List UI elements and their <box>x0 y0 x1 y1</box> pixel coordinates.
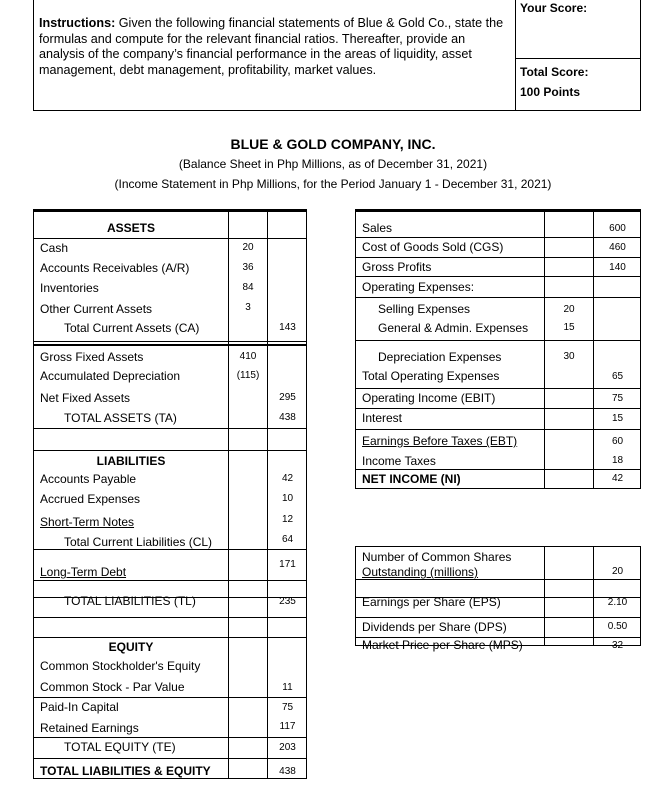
common-stockholders-equity-label: Common Stockholder's Equity <box>40 659 201 673</box>
your-score-label: Your Score: <box>520 1 588 15</box>
gross-fixed-assets-label: Gross Fixed Assets <box>40 350 144 364</box>
paid-in-capital-value: 75 <box>281 702 294 713</box>
selling-expenses-value: 20 <box>563 304 575 315</box>
accounts-payable-value: 42 <box>281 473 294 484</box>
accrued-expenses-label: Accrued Expenses <box>40 492 141 506</box>
shares-outstanding-value: 20 <box>611 566 624 577</box>
gross-profits-value: 140 <box>609 262 626 273</box>
shares-outstanding-label-line2: Outstanding (millions) <box>362 565 479 579</box>
ebt-value: 60 <box>611 436 624 447</box>
instructions-label: Instructions: <box>39 16 116 30</box>
long-term-debt-value: 171 <box>279 559 296 570</box>
total-score-label: Total Score: <box>520 65 589 79</box>
accrued-expenses-value: 10 <box>281 493 294 504</box>
interest-value: 15 <box>611 413 624 424</box>
equity-header: EQUITY <box>108 640 154 654</box>
cgs-value: 460 <box>609 242 626 253</box>
total-assets-value: 438 <box>279 412 296 423</box>
net-income-value: 42 <box>611 473 624 484</box>
balance-sheet-subtitle: (Balance Sheet in Php Millions, as of December 31, 2021) <box>178 157 488 171</box>
paid-in-capital-label: Paid-In Capital <box>40 700 119 714</box>
ebt-label: Earnings Before Taxes (EBT) <box>362 434 518 448</box>
dps-value: 0.50 <box>607 621 628 632</box>
liabilities-header: LIABILITIES <box>96 454 166 468</box>
general-admin-expenses-label: General & Admin. Expenses <box>378 321 529 335</box>
ebit-value: 75 <box>611 393 624 404</box>
mps-value: 32 <box>611 640 624 651</box>
interest-label: Interest <box>362 411 403 425</box>
total-current-assets-value: 143 <box>279 322 296 333</box>
total-current-liabilities-value: 64 <box>281 534 294 545</box>
total-operating-expenses-value: 65 <box>611 371 624 382</box>
sales-label: Sales <box>362 221 393 235</box>
mps-label: Market Price per Share (MPS) <box>362 638 523 652</box>
total-assets-label: TOTAL ASSETS (TA) <box>64 411 177 425</box>
income-taxes-label: Income Taxes <box>362 454 436 468</box>
inventories-value: 84 <box>242 282 254 293</box>
eps-value: 2.10 <box>607 597 628 608</box>
cgs-label: Cost of Goods Sold (CGS) <box>362 240 504 254</box>
income-statement-subtitle: (Income Statement in Php Millions, for the Period January 1 - December 31, 2021) <box>114 177 552 191</box>
general-admin-expenses-value: 15 <box>563 322 575 333</box>
total-current-assets-label: Total Current Assets (CA) <box>64 321 200 335</box>
assets-header: ASSETS <box>106 221 155 235</box>
common-stock-par-value: 11 <box>282 682 293 693</box>
total-equity-label: TOTAL EQUITY (TE) <box>64 740 176 754</box>
common-stock-par-label: Common Stock - Par Value <box>40 680 185 694</box>
total-current-liabilities-label: Total Current Liabilities (CL) <box>64 535 213 549</box>
long-term-debt-label: Long-Term Debt <box>40 565 127 579</box>
total-liabilities-equity-value: 438 <box>279 766 296 777</box>
cash-label: Cash <box>40 241 69 255</box>
net-income-label: NET INCOME (NI) <box>362 472 461 486</box>
other-current-assets-value: 3 <box>245 302 251 313</box>
total-equity-value: 203 <box>279 742 296 753</box>
total-points: 100 Points <box>520 85 581 99</box>
instructions <box>39 16 509 78</box>
instructions-text: Given the following financial statements of Blue & Gold Co., state the formulas and compute for the relevant financial ratios. Thereafter, provide an analysis of the company’s financial performance in the areas of liquidity, asset management, debt management, profitability, market values. <box>39 16 504 77</box>
retained-earnings-value: 117 <box>279 721 296 732</box>
shares-outstanding-label-line1: Number of Common Shares <box>362 550 512 564</box>
total-liabilities-label: TOTAL LIABILITIES (TL) <box>64 594 196 608</box>
total-liabilities-value: 235 <box>279 596 296 607</box>
selling-expenses-label: Selling Expenses <box>378 302 471 316</box>
company-title: BLUE & GOLD COMPANY, INC. <box>230 136 436 152</box>
accounts-payable-label: Accounts Payable <box>40 472 137 486</box>
accumulated-depreciation-label: Accumulated Depreciation <box>40 369 181 383</box>
gross-fixed-assets-value: 410 <box>239 351 257 362</box>
ebit-label: Operating Income (EBIT) <box>362 391 496 405</box>
total-operating-expenses-label: Total Operating Expenses <box>362 369 500 383</box>
ar-value: 36 <box>242 262 254 273</box>
depreciation-expenses-label: Depreciation Expenses <box>378 350 502 364</box>
accumulated-depreciation-value: (115) <box>236 370 260 381</box>
total-liabilities-equity-label: TOTAL LIABILITIES & EQUITY <box>40 764 211 778</box>
net-fixed-assets-value: 295 <box>279 392 296 403</box>
gross-profits-label: Gross Profits <box>362 260 432 274</box>
cash-value: 20 <box>242 242 254 253</box>
dps-label: Dividends per Share (DPS) <box>362 620 507 634</box>
eps-label: Earnings per Share (EPS) <box>362 595 501 609</box>
sales-value: 600 <box>609 223 626 234</box>
short-term-notes-label: Short-Term Notes <box>40 515 135 529</box>
short-term-notes-value: 12 <box>281 514 294 525</box>
operating-expenses-label: Operating Expenses: <box>362 280 475 294</box>
inventories-label: Inventories <box>40 281 99 295</box>
other-current-assets-label: Other Current Assets <box>40 302 153 316</box>
ar-label: Accounts Receivables (A/R) <box>40 261 190 275</box>
net-fixed-assets-label: Net Fixed Assets <box>40 391 131 405</box>
income-taxes-value: 18 <box>611 455 624 466</box>
depreciation-expenses-value: 30 <box>563 351 575 362</box>
retained-earnings-label: Retained Earnings <box>40 721 139 735</box>
